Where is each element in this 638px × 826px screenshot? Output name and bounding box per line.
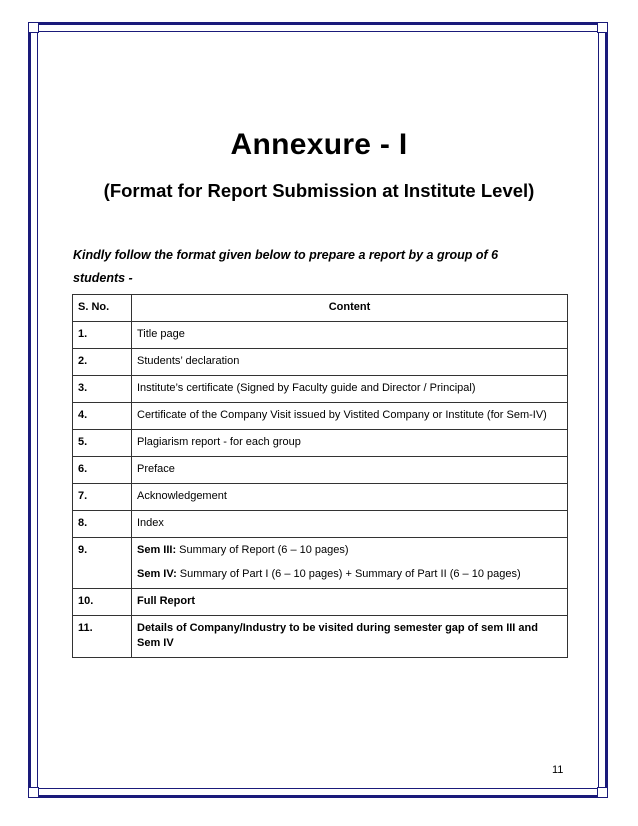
row-content: Institute’s certificate (Signed by Faculty guide and Director / Principal) [132,376,568,403]
row-content: Full Report [132,589,568,616]
sem4-text: Summary of Part I (6 – 10 pages) + Summary of Part II (6 – 10 pages) [176,568,521,580]
table-row [73,616,568,658]
row-content: Index [132,511,568,538]
table-row [73,511,568,538]
row-content: Students’ declaration [132,349,568,376]
sem3-text: Summary of Report (6 – 10 pages) [176,544,349,556]
row-sno: 6. [73,457,132,484]
table-header-row [73,295,568,322]
table-row [73,322,568,349]
row-content: Plagiarism report - for each group [132,430,568,457]
row-sno: 9. [73,538,132,589]
intro-text: Kindly follow the format given below to prepare a report by a group of 6 students - [73,248,499,285]
table-row [73,484,568,511]
row-content: Preface [132,457,568,484]
row-content: Title page [132,322,568,349]
table-row [73,430,568,457]
row-sno: 11. [73,616,132,658]
sem3-label: Sem III: [137,544,177,556]
border-corner-bottom-left [28,787,39,798]
row-sno: 3. [73,376,132,403]
table-row [73,403,568,430]
row-sno: 5. [73,430,132,457]
row-sno: 4. [73,403,132,430]
row-sno: 2. [73,349,132,376]
header-content: Content [132,295,568,322]
sem4-label: Sem IV: [137,568,177,580]
border-corner-bottom-right [597,787,608,798]
row-sno: 1. [73,322,132,349]
table-row [73,538,568,589]
table-row [73,376,568,403]
row-sno: 7. [73,484,132,511]
row-content: Details of Company/Industry to be visited during semester gap of sem III and Sem IV [132,616,568,658]
report-format-table [72,294,568,658]
page-number: 11 [552,764,564,776]
row-content: Acknowledgement [132,484,568,511]
border-corner-top-left [28,22,39,33]
table-row [73,349,568,376]
row-content [132,538,568,589]
page-title: Annexure - I [230,128,408,161]
border-corner-top-right [597,22,608,33]
table-row [73,457,568,484]
row-sno: 10. [73,589,132,616]
row-content: Certificate of the Company Visit issued by Vistited Company or Institute (for Sem-IV) [132,403,568,430]
table-row [73,589,568,616]
row-sno: 8. [73,511,132,538]
header-sno: S. No. [73,295,132,322]
page-subtitle: (Format for Report Submission at Institute Level) [103,180,535,201]
sem4-line [137,567,562,582]
sem3-line [137,543,562,558]
